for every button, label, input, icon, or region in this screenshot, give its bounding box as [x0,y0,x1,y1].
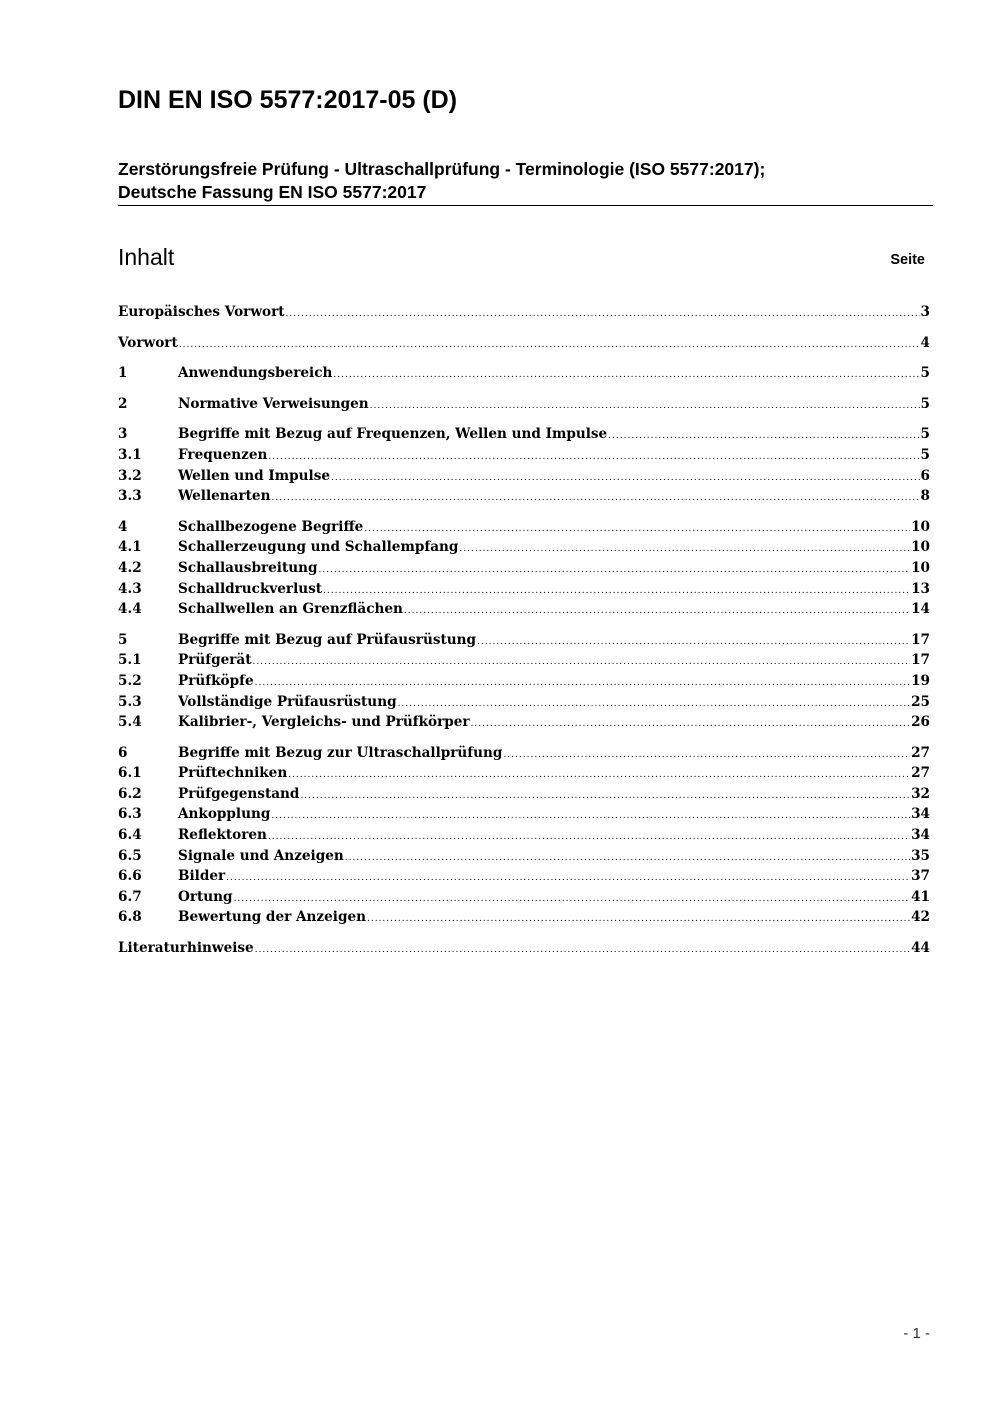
toc-entry-number: 6.1 [118,765,142,782]
toc-entry-page: 5 [920,446,930,463]
toc-dot-leader [179,335,920,356]
toc-entry-page: 17 [911,652,930,669]
toc-group [118,302,930,323]
toc-entry[interactable] [118,579,930,600]
toc-entry[interactable] [118,445,930,466]
toc-entry-title: Anwendungsbereich [178,365,333,382]
toc-dot-leader [333,365,919,386]
toc-entry-number: 5 [118,631,128,648]
toc-entry-title: Wellenarten [178,488,271,505]
toc-entry-page: 6 [920,467,930,484]
toc-entry[interactable] [118,486,930,507]
toc-dot-leader [271,806,910,827]
toc-entry-page: 19 [911,672,930,689]
toc-entry[interactable] [118,825,930,846]
toc-entry-title: Begriffe mit Bezug zur Ultraschallprüfung [178,744,503,761]
toc-entry-page: 44 [911,940,930,957]
toc-entry[interactable] [118,692,930,713]
toc-entry[interactable] [118,424,930,445]
toc-entry[interactable] [118,804,930,825]
toc-entry[interactable] [118,846,930,867]
toc-entry[interactable] [118,671,930,692]
toc-entry[interactable] [118,363,930,384]
toc-entry-page: 32 [911,785,930,802]
toc-entry-page: 10 [911,518,930,535]
toc-entry-page: 10 [911,559,930,576]
toc-entry-title: Schallbezogene Begriffe [178,518,364,535]
toc-entry[interactable] [118,763,930,784]
toc-entry[interactable] [118,517,930,538]
toc-entry[interactable] [118,784,930,805]
toc-entry-number: 4.3 [118,580,142,597]
toc-entry-page: 4 [920,334,930,351]
toc-entry-page: 10 [911,539,930,556]
toc-entry-title: Kalibrier-, Vergleichs- und Prüfkörper [178,714,470,731]
toc-entry-title: Prüfköpfe [178,672,254,689]
toc-entry[interactable] [118,630,930,651]
toc-dot-leader [300,786,910,807]
toc-entry[interactable] [118,887,930,908]
toc-entry-page: 5 [920,365,930,382]
toc-group [118,938,930,959]
toc-dot-leader [288,765,910,786]
toc-entry-title: Signale und Anzeigen [178,847,344,864]
toc-entry-page: 5 [920,426,930,443]
toc-entry-title: Vollständige Prüfausrüstung [178,693,397,710]
footer-page-number: - 1 - [903,1325,930,1342]
toc-dot-leader [323,581,910,602]
toc-entry-page: 35 [911,847,930,864]
toc-entry[interactable] [118,302,930,323]
toc-entry-title: Europäisches Vorwort [118,304,285,320]
toc-entry-page: 27 [911,744,930,761]
toc-dot-leader [398,694,910,715]
toc-dot-leader [404,601,910,622]
toc-group [118,424,930,506]
toc-dot-leader [471,714,911,735]
toc-entry-number: 3.1 [118,446,142,463]
toc-entry-title: Schallerzeugung und Schallempfang [178,539,459,556]
toc-entry-title: Prüfgerät [178,652,252,669]
toc-dot-leader [271,488,919,509]
toc-entry-title: Schallausbreitung [178,559,318,576]
toc-dot-leader [370,396,920,417]
toc-entry[interactable] [118,938,930,959]
toc-entry-title: Reflektoren [178,827,267,844]
toc-entry[interactable] [118,712,930,733]
toc-entry-page: 14 [911,601,930,618]
toc-entry[interactable] [118,866,930,887]
toc-dot-leader [459,539,910,560]
toc-dot-leader [608,426,919,447]
toc-dot-leader [503,745,910,766]
toc-entry-number: 4 [118,518,128,535]
toc-entry-number: 6.6 [118,868,142,885]
toc-dot-leader [319,560,911,581]
toc-group [118,333,930,354]
toc-entry-number: 6.5 [118,847,142,864]
toc-entry-title: Literaturhinweise [118,940,254,957]
toc-entry-page: 25 [911,693,930,710]
toc-entry-title: Frequenzen [178,446,268,463]
toc-entry-title: Prüfgegenstand [178,785,300,802]
toc-entry-page: 17 [911,631,930,648]
toc-entry-page: 26 [911,714,930,731]
toc-entry-title: Normative Verweisungen [178,395,369,412]
toc-group [118,743,930,928]
toc-dot-leader [286,304,920,325]
toc-entry-number: 4.2 [118,559,142,576]
toc-entry[interactable] [118,394,930,415]
toc-dot-leader [331,468,920,489]
toc-group [118,394,930,415]
toc-dot-leader [345,848,910,869]
toc-entry-page: 13 [911,580,930,597]
toc-entry-number: 3 [118,426,128,443]
toc-entry-page: 8 [920,488,930,505]
toc-entry-number: 1 [118,365,128,382]
toc-entry-number: 3.3 [118,488,142,505]
toc-page-column-label: Seite [890,252,925,268]
toc-entry-page: 34 [911,827,930,844]
toc-entry[interactable] [118,650,930,671]
toc-entry[interactable] [118,537,930,558]
toc-entry-number: 2 [118,395,128,412]
toc-dot-leader [255,940,910,961]
toc-entry[interactable] [118,466,930,487]
toc-entry[interactable] [118,333,930,354]
toc-entry-number: 6.3 [118,806,142,823]
toc-entry-number: 5.2 [118,672,142,689]
toc-entry-title: Vorwort [118,334,178,351]
document-subtitle [118,158,933,206]
toc-group [118,363,930,384]
toc-entry-page: 5 [920,395,930,412]
toc-entry-page: 34 [911,806,930,823]
toc-entry-number: 6.2 [118,785,142,802]
toc-dot-leader [255,673,910,694]
toc-entry-number: 4.4 [118,601,142,618]
toc-entry-title: Schallwellen an Grenzflächen [178,601,403,618]
toc-entry-page: 42 [911,909,930,926]
document-title: DIN EN ISO 5577:2017-05 (D) [118,86,458,114]
toc-entry-number: 6.8 [118,909,142,926]
toc-dot-leader [477,632,910,653]
toc-group [118,517,930,620]
toc-entry-number: 5.3 [118,693,142,710]
toc-dot-leader [364,519,910,540]
toc-entry-number: 5.4 [118,714,142,731]
toc-entry-page: 3 [920,304,930,320]
toc-dot-leader [268,447,919,468]
toc-entry-title: Ortung [178,888,233,905]
subtitle-line-1: Zerstörungsfreie Prüfung - Ultraschallprüfung - Terminologie (ISO 5577:2017); [118,159,766,179]
toc-dot-leader [367,909,910,930]
toc-dot-leader [234,889,911,910]
toc-entry-title: Begriffe mit Bezug auf Prüfausrüstung [178,631,477,648]
toc-entry[interactable] [118,558,930,579]
toc-entry[interactable] [118,907,930,928]
table-of-contents [118,302,930,969]
toc-group [118,630,930,733]
toc-entry-title: Begriffe mit Bezug auf Frequenzen, Wellen und Impulse [178,426,608,443]
toc-entry-number: 6.7 [118,888,142,905]
toc-dot-leader [226,868,910,889]
toc-dot-leader [253,652,911,673]
toc-entry[interactable] [118,599,930,620]
toc-entry-page: 27 [911,765,930,782]
toc-heading: Inhalt [118,244,175,270]
subtitle-line-2: Deutsche Fassung EN ISO 5577:2017 [118,182,427,202]
toc-entry-page: 41 [911,888,930,905]
toc-entry-title: Ankopplung [178,806,271,823]
toc-entry-number: 5.1 [118,652,142,669]
toc-entry-title: Wellen und Impulse [178,467,330,484]
toc-entry-number: 6 [118,744,128,761]
toc-entry-title: Bilder [178,868,226,885]
toc-entry-title: Schalldruckverlust [178,580,323,597]
toc-entry-number: 3.2 [118,467,142,484]
toc-entry-title: Prüftechniken [178,765,288,782]
toc-entry[interactable] [118,743,930,764]
toc-entry-number: 4.1 [118,539,142,556]
toc-entry-page: 37 [911,868,930,885]
toc-entry-title: Bewertung der Anzeigen [178,909,366,926]
toc-entry-number: 6.4 [118,827,142,844]
toc-dot-leader [268,827,910,848]
